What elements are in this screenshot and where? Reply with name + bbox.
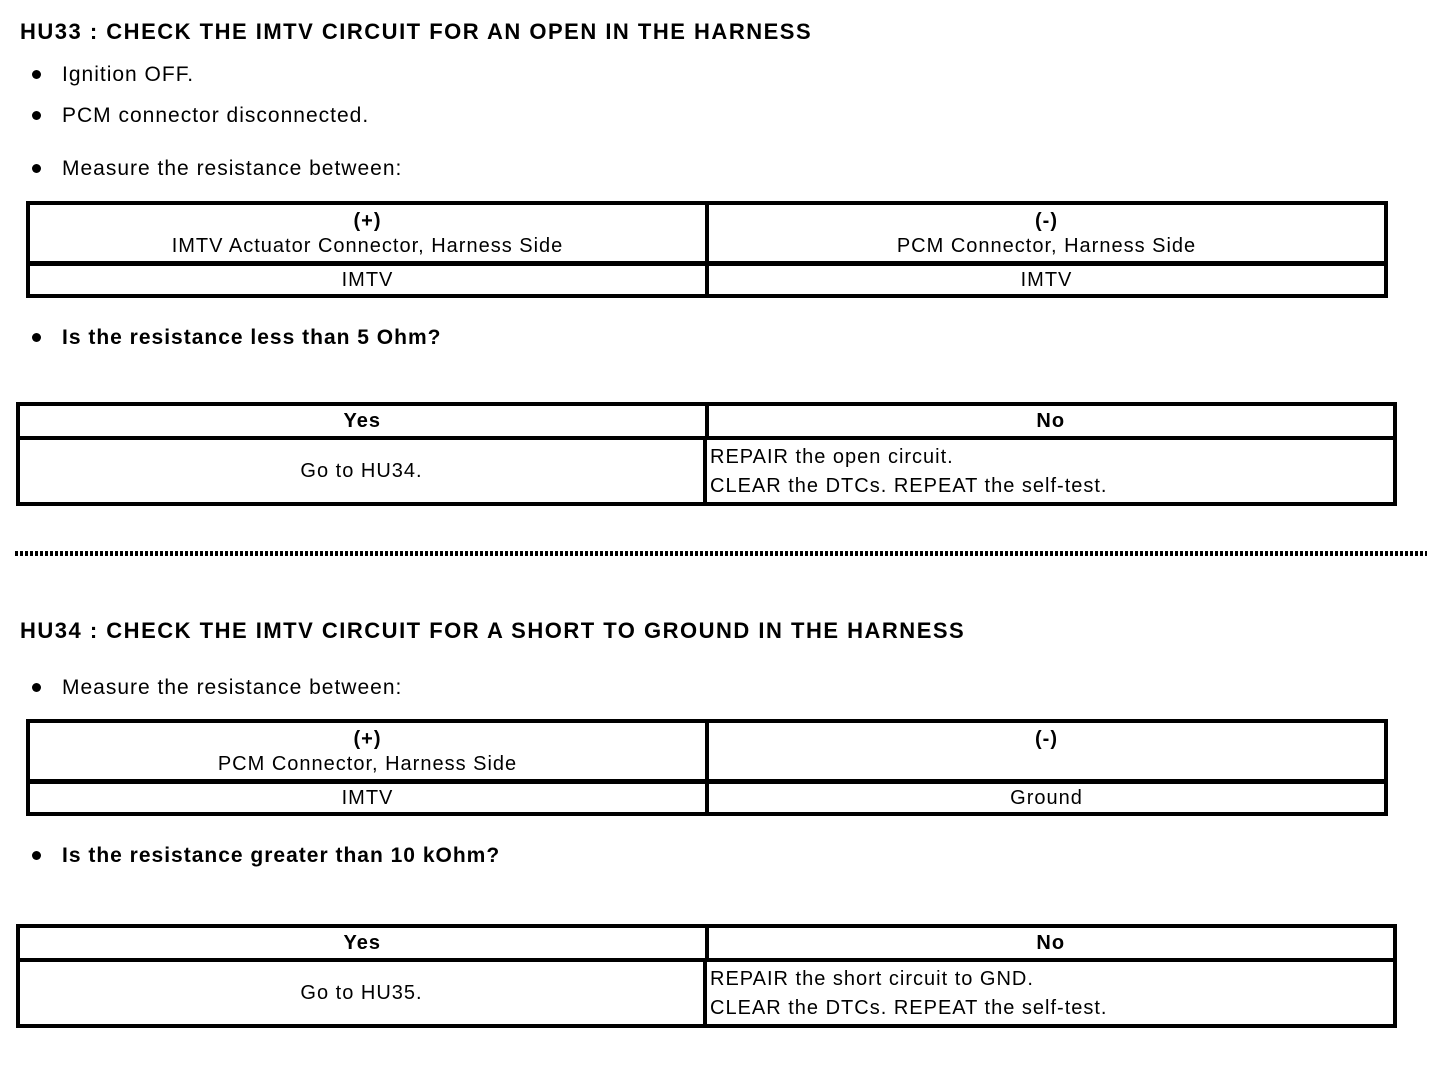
measurement-table-header-row: [30, 205, 1384, 266]
minus-connector-desc: [709, 752, 1384, 777]
minus-connector-desc: PCM Connector, Harness Side: [896, 235, 1197, 257]
step-title-hu34: HU34 : CHECK THE IMTV CIRCUIT FOR A SHORT TO GROUND IN THE HARNESS: [20, 618, 966, 643]
question-text: Is the resistance greater than 10 kOhm?: [62, 844, 501, 867]
yes-action-cell: Go to HU35.: [20, 962, 707, 1024]
no-action-cell: [707, 962, 1393, 1024]
no-action-line2: CLEAR the DTCs. REPEAT the self-test.: [710, 997, 1108, 1019]
plus-point-cell: IMTV: [30, 784, 709, 812]
decision-table-header-row: [20, 928, 1393, 962]
no-action-cell: [707, 440, 1393, 502]
yes-header-cell: Yes: [20, 928, 709, 958]
bullet-dot-icon: [32, 683, 41, 692]
yes-action-cell: Go to HU34.: [20, 440, 707, 502]
question-text: Is the resistance less than 5 Ohm?: [62, 326, 442, 349]
bullet-measure-resistance: [20, 676, 1440, 699]
plus-sign-label: (+): [353, 728, 382, 750]
measurement-table-hu33: [26, 201, 1388, 298]
bullet-pcm-disconnected: [20, 104, 1440, 127]
bullet-text: Measure the resistance between:: [62, 157, 403, 180]
no-action-line1: REPAIR the short circuit to GND.: [710, 968, 1034, 990]
bullet-measure-resistance: [20, 157, 1440, 180]
minus-header-cell: [709, 205, 1384, 261]
no-action-line1: REPAIR the open circuit.: [710, 446, 954, 468]
no-action-line2: CLEAR the DTCs. REPEAT the self-test.: [710, 475, 1108, 497]
minus-point-cell: IMTV: [1020, 269, 1073, 291]
decision-table-data-row: [20, 440, 1393, 502]
bullet-question-hu34: [20, 844, 1440, 867]
plus-sign-label: (+): [353, 210, 382, 232]
bullet-question-hu33: [20, 326, 1440, 349]
bullet-dot-icon: [32, 70, 41, 79]
bullet-text: Measure the resistance between:: [62, 676, 403, 699]
bullet-text: PCM connector disconnected.: [62, 104, 370, 127]
decision-table-header-row: [20, 406, 1393, 440]
minus-point-cell: Ground: [1010, 787, 1083, 809]
plus-header-cell: [30, 723, 709, 779]
bullet-dot-icon: [32, 111, 41, 120]
bullet-text: Ignition OFF.: [62, 63, 195, 86]
no-header-cell: No: [1036, 932, 1066, 954]
measurement-table-hu34: [26, 719, 1388, 816]
bullet-ignition-off: [20, 63, 1440, 86]
measurement-table-data-row: [30, 266, 1384, 294]
bullet-dot-icon: [32, 851, 41, 860]
plus-connector-desc: IMTV Actuator Connector, Harness Side: [171, 235, 564, 257]
bullet-dot-icon: [32, 333, 41, 342]
yes-header-cell: Yes: [20, 406, 709, 436]
decision-table-hu34: [16, 924, 1397, 1028]
measurement-table-data-row: [30, 784, 1384, 812]
section-divider: [15, 551, 1427, 556]
bullet-dot-icon: [32, 164, 41, 173]
minus-sign-label: (-): [1035, 728, 1058, 750]
plus-connector-desc: PCM Connector, Harness Side: [217, 753, 518, 775]
decision-table-hu33: [16, 402, 1397, 506]
no-header-cell: No: [1036, 410, 1066, 432]
minus-sign-label: (-): [1035, 210, 1058, 232]
decision-table-data-row: [20, 962, 1393, 1024]
measurement-table-header-row: [30, 723, 1384, 784]
plus-point-cell: IMTV: [30, 266, 709, 294]
document-page: [0, 20, 1440, 1028]
step-title-hu33: HU33 : CHECK THE IMTV CIRCUIT FOR AN OPEN IN THE HARNESS: [20, 19, 813, 44]
minus-header-cell: [709, 723, 1384, 779]
plus-header-cell: [30, 205, 709, 261]
